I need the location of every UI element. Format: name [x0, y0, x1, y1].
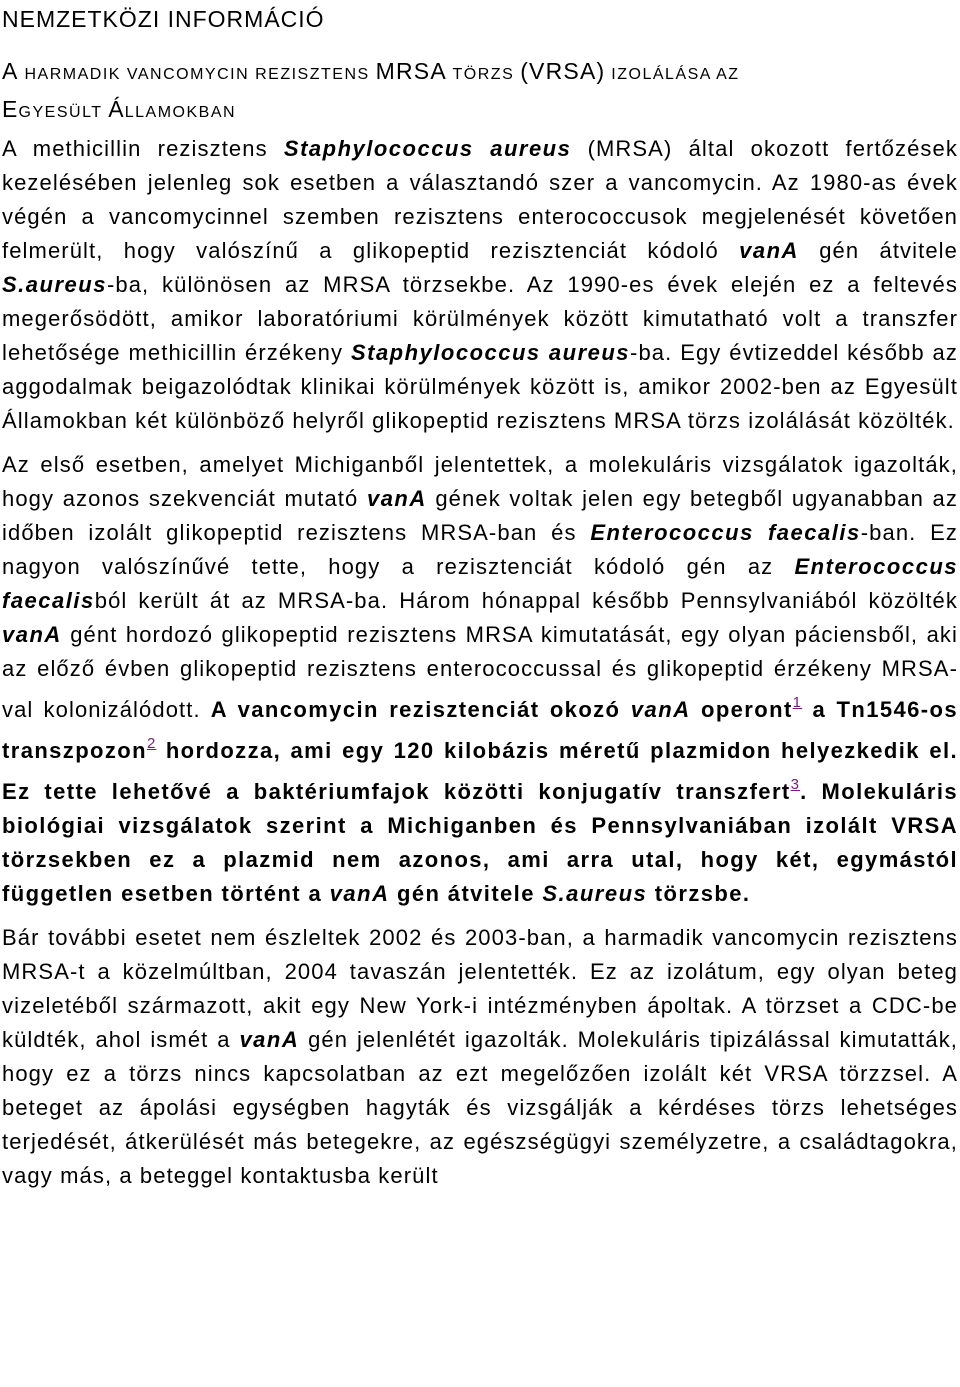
p1-species-1: Staphylococcus aureus	[283, 136, 572, 161]
footnote-link-3[interactable]: 3	[790, 776, 801, 793]
paragraph-2	[2, 448, 958, 911]
p2-text-5: gént hordozó glikopeptid rezisztens MRSA kimutatását, egy olyan páciensből, aki az előző évben glikopeptid rezisztens enterococcussal és glikopeptid érzékeny MRSA-val kolonizálódott.	[2, 622, 958, 722]
p1-text-2: (MRSA) által okozott fertőzések kezelésében jelenleg sok esetben a választandó szer a vancomycin. Az 1980-as évek végén a vancomycinnel szemben rezisztens enterococcusok megjelenését követően felmerült, hogy valószínű a glikopeptid rezisztenciát kódoló	[2, 136, 958, 263]
p2-bold-gene-1: vanA	[630, 697, 691, 722]
p2-species-1: Enterococcus faecalis	[590, 520, 861, 545]
p2-text-4: ból került át az MRSA-ba. Három hónappal később Pennsylvaniából közölték	[94, 588, 958, 613]
title-part-mrsa: MRSA	[375, 58, 447, 84]
title-initial-a: A	[2, 58, 19, 84]
p2-bold-1: A vancomycin rezisztenciát okozó	[210, 697, 631, 722]
title-part-vrsa: (VRSA)	[520, 58, 606, 84]
p2-bold-species: S.aureus	[542, 881, 648, 906]
footnote-link-1[interactable]: 1	[792, 694, 803, 711]
p1-gene-vana: vanA	[739, 238, 799, 263]
p2-bold-3: a Tn1546-os transzpozon	[2, 697, 958, 763]
p1-text-3: gén átvitele	[798, 238, 959, 263]
p1-species-3: Staphylococcus aureus	[350, 340, 631, 365]
title-part-2: TÖRZS	[446, 66, 521, 83]
p1-text-4: -ba, különösen az MRSA törzsekbe. Az 1990-es évek elején ez a feltevés megerősödött, amikor laboratóriumi körülmények között kimutatható volt a transzfer lehetősége methicillin érzékeny	[2, 272, 958, 365]
paragraph-1	[2, 132, 958, 438]
p3-text-2: gén jelenlétét igazolták. Molekuláris tipizálással kimutatták, hogy ez a törzs nincs kapcsolatban az ezt megelőzően izolált két VRSA törzzsel. A beteget az ápolási egységben hagyták és vizsgálják a kérdéses törzs lehetséges terjedését, átkerülését más betegekre, az egészségügyi személyzetre, a családtagokra, vagy más, a beteggel kontaktusba került	[2, 1027, 959, 1188]
article-title	[2, 54, 958, 130]
title-part-4: GYESÜLT	[18, 104, 109, 121]
p2-bold-4: hordozza, ami egy 120 kilobázis méretű plazmidon helyezkedik el. Ez tette lehetővé a baktériumfajok közötti konjugatív transzfert	[2, 738, 958, 804]
p2-text-2: gének voltak jelen egy betegből ugyanabban az időben izolált glikopeptid rezisztens MRSA-ban és	[2, 486, 958, 545]
p2-species-2: Enterococcus faecalis	[2, 554, 958, 613]
footnote-link-2[interactable]: 2	[146, 735, 157, 752]
p2-bold-2: operont	[690, 697, 793, 722]
title-initial-aa: Á	[108, 96, 125, 122]
title-part-5: LLAMOKBAN	[124, 104, 237, 121]
title-initial-e: E	[2, 96, 19, 122]
p2-gene-2: vanA	[2, 622, 62, 647]
p2-bold-6: gén átvitele	[389, 881, 543, 906]
p1-text-1: A methicillin rezisztens	[2, 136, 284, 161]
p3-gene: vanA	[239, 1027, 300, 1052]
p2-bold-gene-2: vanA	[329, 881, 390, 906]
p1-text-5: -ba. Egy évtizeddel később az aggodalmak beigazolódtak klinikai körülmények között is, amikor 2002-ben az Egyesült Államokban két különböző helyről glikopeptid rezisztens MRSA törzs izolálását közölték.	[2, 340, 958, 433]
paragraph-3	[2, 921, 958, 1193]
p2-bold-7: törzsbe.	[647, 881, 751, 906]
p2-text-3: -ban. Ez nagyon valószínűvé tette, hogy a rezisztenciát kódoló gén az	[2, 520, 958, 579]
p2-text-1: Az első esetben, amelyet Michiganből jelentettek, a molekuláris vizsgálatok igazolták, hogy azonos szekvenciát mutató	[2, 452, 958, 511]
document-page	[0, 4, 960, 1193]
p2-bold-5: . Molekuláris biológiai vizsgálatok szerint a Michiganben és Pennsylvaniában izolált VRSA törzsekben ez a plazmid nem azonos, ami arra utal, hogy két, egymástól független esetben történt a	[2, 779, 958, 906]
p3-text-1: Bár további esetet nem észleltek 2002 és 2003-ban, a harmadik vancomycin rezisztens MRSA-t a közelmúltban, 2004 tavaszán jelentették. Ez az izolátum, egy olyan beteg vizeletéből származott, akit egy New York-i intézményben ápoltak. A törzset a CDC-be küldték, ahol ismét a	[2, 925, 958, 1052]
p1-species-2: S.aureus	[2, 272, 107, 297]
p2-gene-1: vanA	[366, 486, 427, 511]
page-heading: NEMZETKÖZI INFORMÁCIÓ	[2, 6, 325, 32]
title-part-1: HARMADIK VANCOMYCIN REZISZTENS	[18, 66, 376, 83]
title-part-3: IZOLÁLÁSA AZ	[605, 66, 740, 83]
